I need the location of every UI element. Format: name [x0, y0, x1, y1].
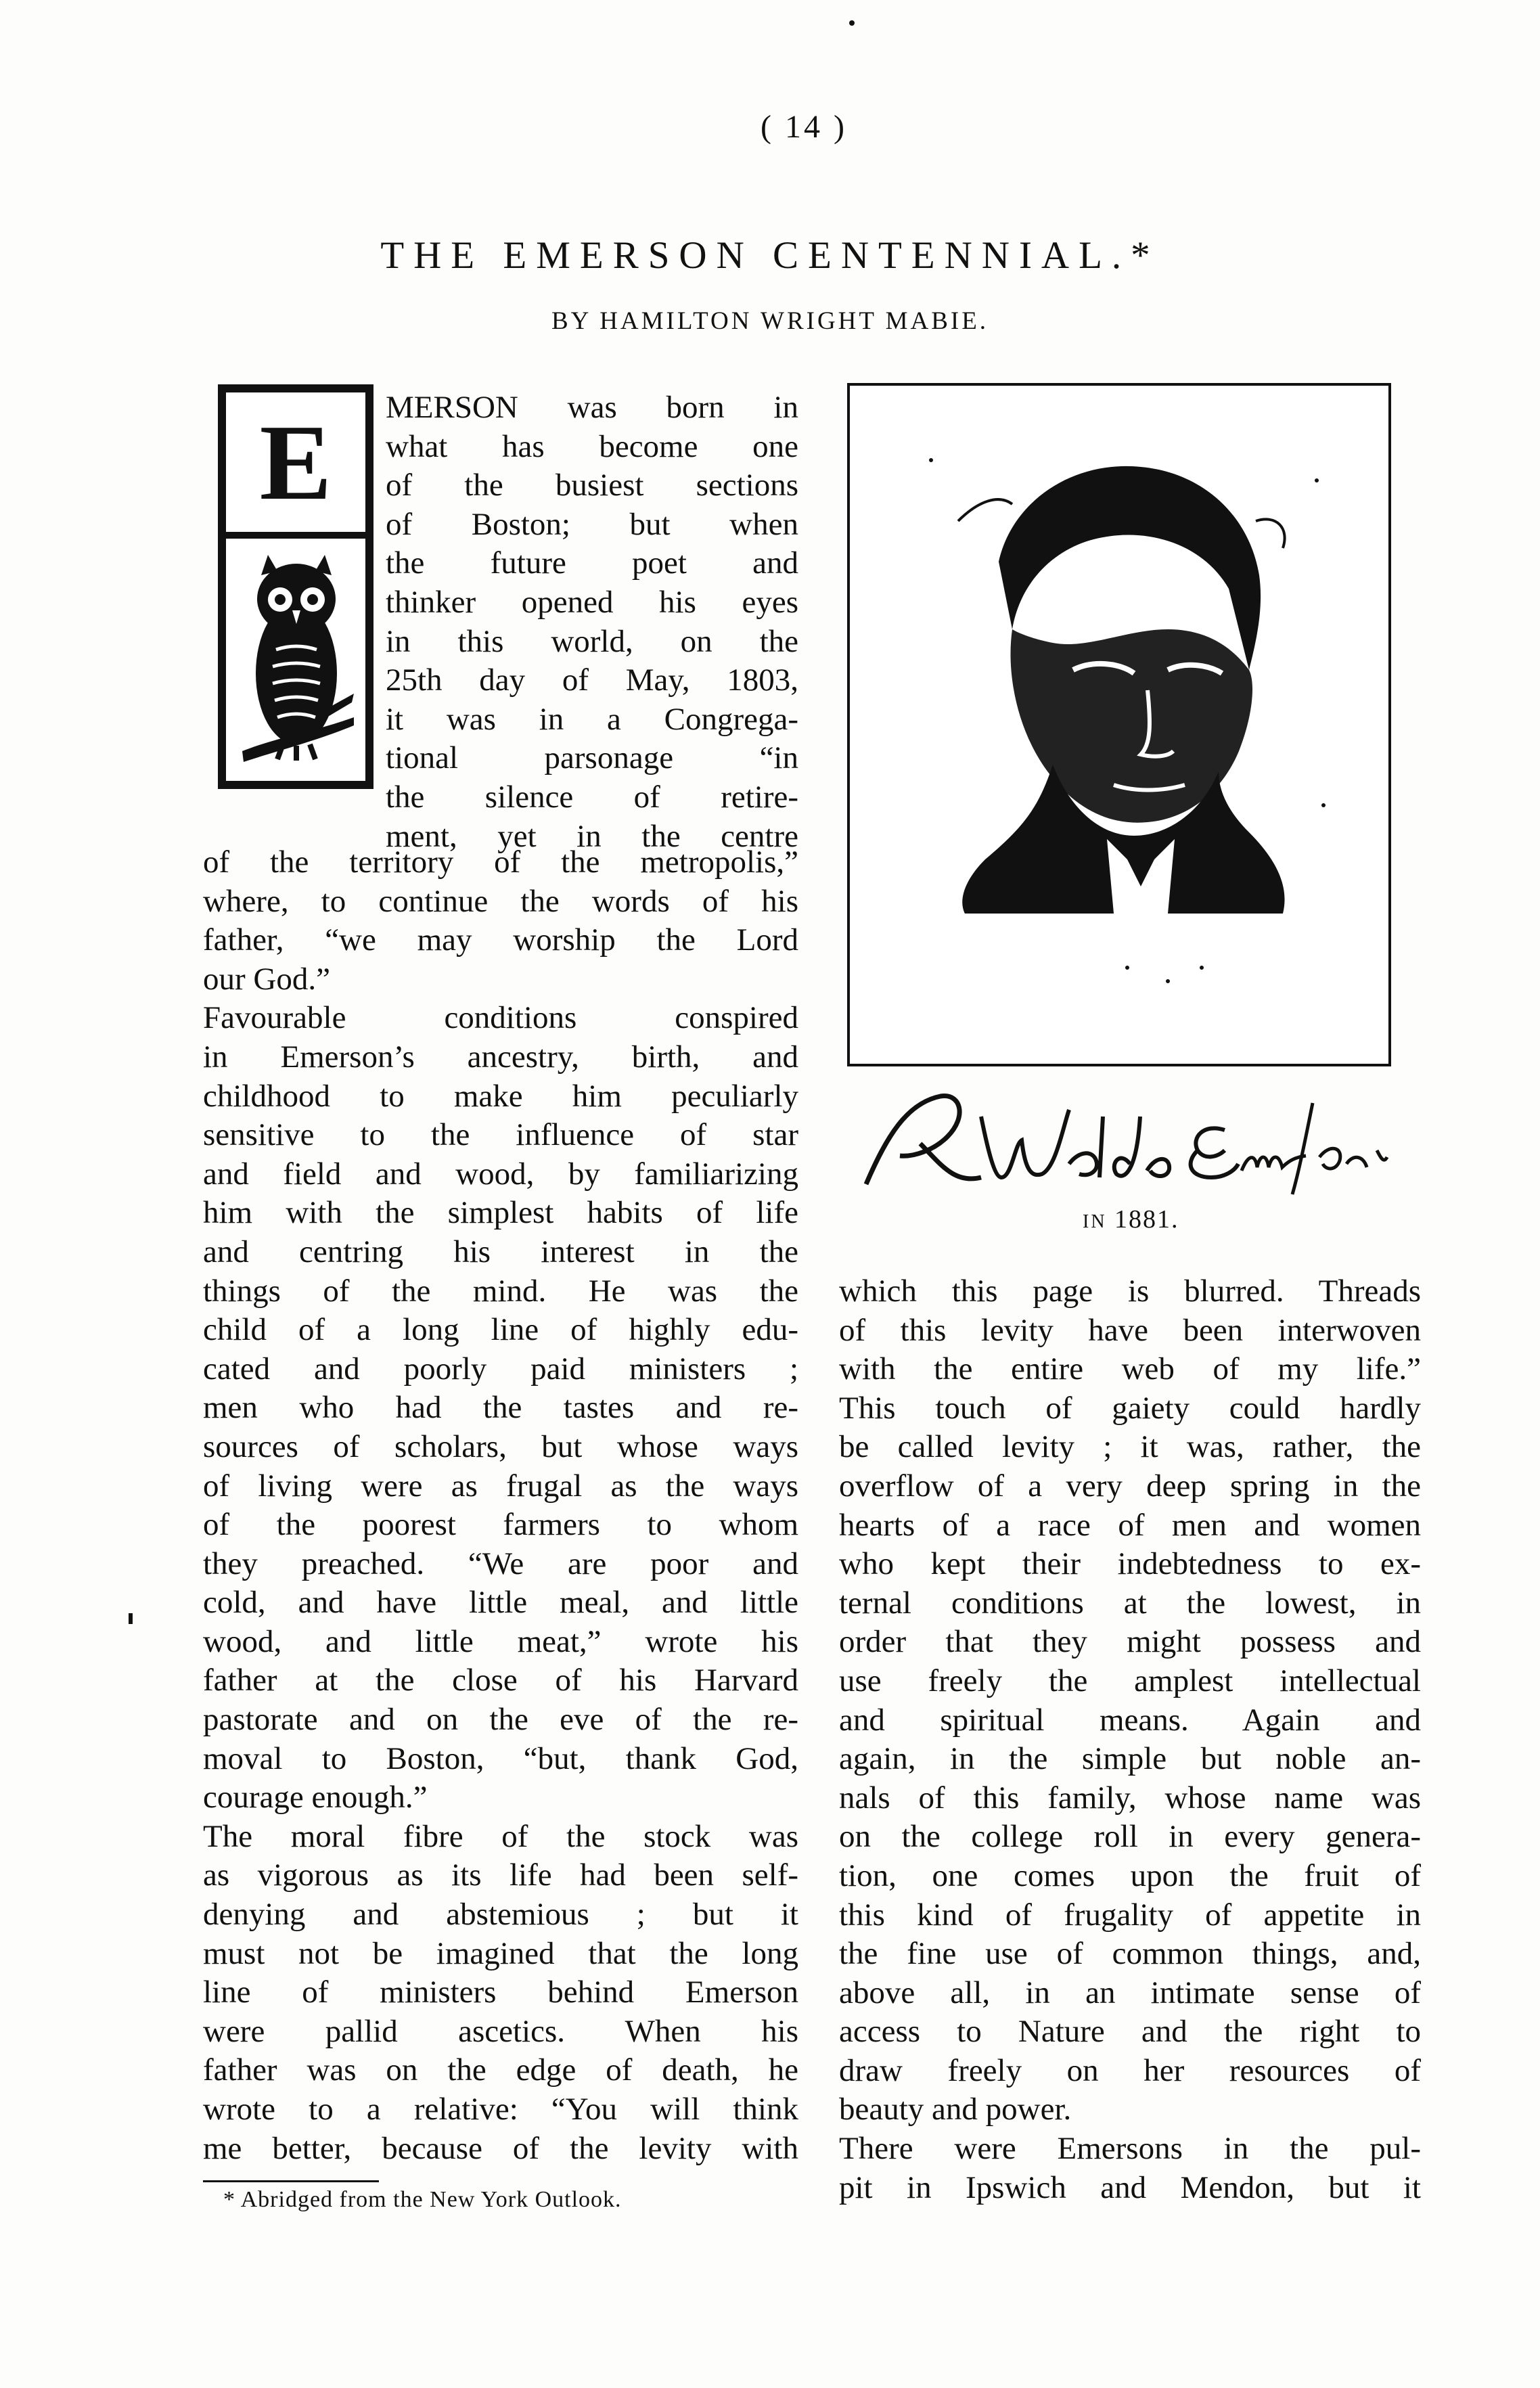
text-line: pit in Ipswich and Mendon, but it	[839, 2169, 1421, 2205]
text-line: be called levity ; it was, rather, the	[839, 1429, 1421, 1465]
text-line: father, “we may worship the Lord	[203, 922, 798, 958]
text-line: again, in the simple but noble an-	[839, 1741, 1421, 1777]
text-line: sensitive to the influence of star	[203, 1117, 798, 1153]
owl-icon	[235, 548, 357, 778]
text-line: childhood to make him peculiarly	[203, 1078, 798, 1114]
text-line: sources of scholars, but whose ways	[203, 1428, 798, 1464]
ornament-divider	[226, 532, 365, 539]
text-line: of living were as frugal as the ways	[203, 1468, 798, 1504]
text-line: wood, and little meat,” wrote his	[203, 1623, 798, 1659]
text-line: thinker opened his eyes	[386, 584, 798, 620]
text-line: things of the mind. He was the	[203, 1273, 798, 1309]
text-line: use freely the amplest intellectual	[839, 1663, 1421, 1698]
portrait-image	[850, 386, 1388, 1064]
text-line: and field and wood, by familiarizing	[203, 1156, 798, 1192]
portrait-frame	[847, 383, 1391, 1066]
text-line: father at the close of his Harvard	[203, 1663, 798, 1698]
text-line: courage enough.”	[203, 1780, 428, 1816]
text-line: denying and abstemious ; but it	[203, 1897, 798, 1933]
text-line: ment, yet in the centre	[386, 818, 798, 854]
text-line: our God.”	[203, 961, 330, 997]
text-line: father was on the edge of death, he	[203, 2052, 798, 2088]
caption-year: 1881.	[1114, 1205, 1179, 1234]
footnote-rule	[203, 2180, 379, 2182]
text-line: and spiritual means. Again and	[839, 1702, 1421, 1738]
text-line: MERSON was born in	[386, 390, 798, 425]
article-title: THE EMERSON CENTENNIAL.*	[380, 234, 1160, 277]
text-line: in Emerson’s ancestry, birth, and	[203, 1039, 798, 1075]
drop-cap-letter: E	[259, 402, 332, 522]
text-line: men who had the tastes and re-	[203, 1390, 798, 1426]
text-line: above all, in an intimate sense of	[839, 1975, 1421, 2010]
text-line: The moral fibre of the stock was	[203, 1818, 798, 1854]
text-line: of the territory of the metropolis,”	[203, 844, 798, 880]
margin-mark	[129, 1613, 133, 1624]
text-line: tional parsonage “in	[386, 740, 798, 776]
text-line: draw freely on her resources of	[839, 2052, 1421, 2088]
text-line: line of ministers behind Emerson	[203, 1975, 798, 2010]
portrait-caption	[1083, 1204, 1286, 1234]
page-number: ( 14 )	[761, 109, 847, 145]
text-line: as vigorous as its life had been self-	[203, 1857, 798, 1893]
text-line: 25th day of May, 1803,	[386, 662, 798, 698]
signature-image	[846, 1076, 1401, 1204]
text-line: cold, and have little meal, and little	[203, 1585, 798, 1621]
text-line: it was in a Congrega-	[386, 701, 798, 737]
text-line: where, to continue the words of his	[203, 883, 798, 919]
text-line: me better, because of the levity with	[203, 2130, 798, 2166]
text-line: him with the simplest habits of life	[203, 1195, 798, 1231]
text-line: who kept their indebtedness to ex-	[839, 1546, 1421, 1582]
text-line: hearts of a race of men and women	[839, 1507, 1421, 1543]
text-line: tion, one comes upon the fruit of	[839, 1857, 1421, 1893]
text-line: of this levity have been interwoven	[839, 1312, 1421, 1348]
text-line: pastorate and on the eve of the re-	[203, 1702, 798, 1738]
text-line: There were Emersons in the pul-	[839, 2131, 1421, 2167]
right-column	[839, 1272, 1421, 2207]
intro-paragraph	[386, 388, 798, 856]
text-line: the silence of retire-	[386, 779, 798, 815]
text-line: in this world, on the	[386, 623, 798, 659]
text-line: overflow of a very deep spring in the	[839, 1468, 1421, 1504]
speck-mark	[849, 20, 855, 26]
text-line: Favourable conditions conspired	[203, 1000, 798, 1036]
text-line: the future poet and	[386, 545, 798, 581]
text-line: with the entire web of my life.”	[839, 1351, 1421, 1387]
text-line: of the busiest sections	[386, 468, 798, 503]
byline: BY HAMILTON WRIGHT MABIE.	[551, 307, 989, 335]
text-line: of the poorest farmers to whom	[203, 1507, 798, 1543]
text-line: which this page is blurred. Threads	[839, 1274, 1421, 1309]
text-line: what has become one	[386, 428, 798, 464]
drop-cap-ornament	[218, 384, 373, 789]
text-line: on the college roll in every genera-	[839, 1819, 1421, 1855]
text-line: beauty and power.	[839, 2092, 1072, 2127]
text-line: cated and poorly paid ministers ;	[203, 1351, 798, 1387]
text-line: child of a long line of highly edu-	[203, 1312, 798, 1348]
text-line: must not be imagined that the long	[203, 1935, 798, 1971]
text-line: ternal conditions at the lowest, in	[839, 1585, 1421, 1621]
text-line: and centring his interest in the	[203, 1234, 798, 1269]
text-line: the fine use of common things, and,	[839, 1936, 1421, 1972]
text-line: they preached. “We are poor and	[203, 1546, 798, 1581]
caption-prefix: IN	[1083, 1211, 1107, 1232]
text-line: This touch of gaiety could hardly	[839, 1390, 1421, 1426]
text-line: wrote to a relative: “You will think	[203, 2092, 798, 2127]
text-line: of Boston; but when	[386, 506, 798, 542]
left-column	[203, 843, 798, 2168]
text-line: this kind of frugality of appetite in	[839, 1897, 1421, 1933]
text-line: moval to Boston, “but, thank God,	[203, 1740, 798, 1776]
text-line: nals of this family, whose name was	[839, 1780, 1421, 1816]
text-line: access to Nature and the right to	[839, 2014, 1421, 2050]
text-line: order that they might possess and	[839, 1624, 1421, 1660]
footnote: * Abridged from the New York Outlook.	[223, 2187, 622, 2212]
text-line: were pallid ascetics. When his	[203, 2013, 798, 2049]
